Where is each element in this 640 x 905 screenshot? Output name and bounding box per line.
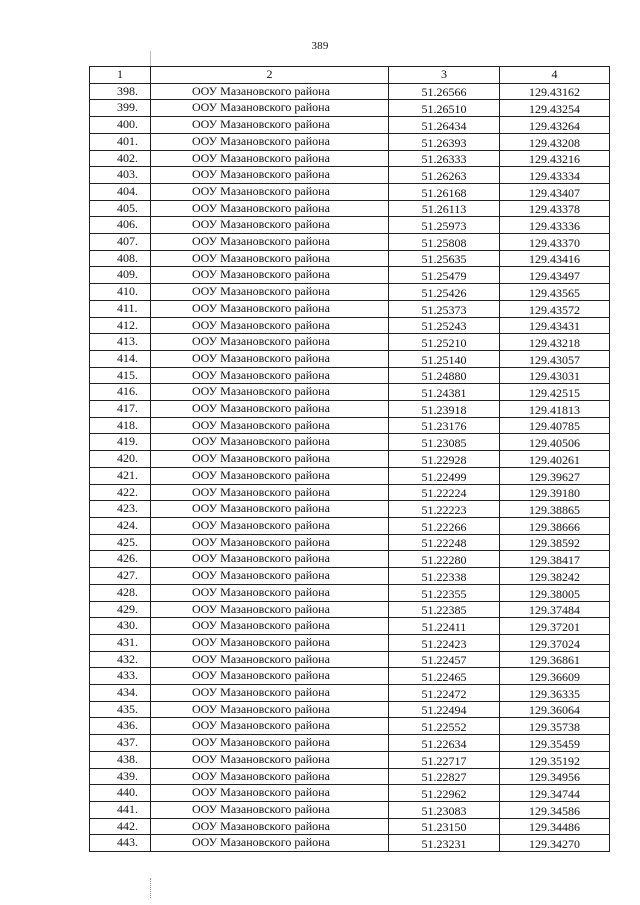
latitude-cell: 51.22472 — [389, 685, 500, 702]
latitude-cell: 51.22338 — [389, 568, 500, 585]
longitude-cell: 129.43378 — [500, 200, 610, 217]
latitude-cell: 51.26566 — [389, 83, 500, 100]
table-row — [90, 451, 610, 468]
object-name-cell: ООУ Мазановского района — [151, 150, 389, 167]
table-row — [90, 534, 610, 551]
longitude-cell: 129.40506 — [500, 434, 610, 451]
row-number-cell: 413. — [90, 334, 151, 351]
object-name-cell: ООУ Мазановского района — [151, 768, 389, 785]
longitude-cell: 129.42515 — [500, 384, 610, 401]
row-number-cell: 421. — [90, 467, 151, 484]
row-number-cell: 402. — [90, 150, 151, 167]
row-number-cell: 414. — [90, 350, 151, 367]
longitude-cell: 129.36064 — [500, 701, 610, 718]
longitude-cell: 129.43416 — [500, 250, 610, 267]
object-name-cell: ООУ Мазановского района — [151, 551, 389, 568]
longitude-cell: 129.38865 — [500, 501, 610, 518]
table-row — [90, 685, 610, 702]
longitude-cell: 129.43497 — [500, 267, 610, 284]
latitude-cell: 51.25140 — [389, 350, 500, 367]
table-row — [90, 634, 610, 651]
longitude-cell: 129.36609 — [500, 668, 610, 685]
row-number-cell: 438. — [90, 751, 151, 768]
table-row — [90, 568, 610, 585]
row-number-cell: 403. — [90, 167, 151, 184]
column-header-name: 2 — [151, 67, 389, 84]
row-number-cell: 427. — [90, 568, 151, 585]
table-row — [90, 133, 610, 150]
longitude-cell: 129.34486 — [500, 818, 610, 835]
latitude-cell: 51.22385 — [389, 601, 500, 618]
object-name-cell: ООУ Мазановского района — [151, 117, 389, 134]
object-name-cell: ООУ Мазановского района — [151, 267, 389, 284]
latitude-cell: 51.26263 — [389, 167, 500, 184]
latitude-cell: 51.24381 — [389, 384, 500, 401]
latitude-cell: 51.23083 — [389, 801, 500, 818]
row-number-cell: 434. — [90, 685, 151, 702]
table-row — [90, 818, 610, 835]
latitude-cell: 51.23176 — [389, 417, 500, 434]
latitude-cell: 51.26333 — [389, 150, 500, 167]
row-number-cell: 441. — [90, 801, 151, 818]
latitude-cell: 51.22494 — [389, 701, 500, 718]
object-name-cell: ООУ Мазановского района — [151, 685, 389, 702]
latitude-cell: 51.26434 — [389, 117, 500, 134]
row-number-cell: 398. — [90, 83, 151, 100]
latitude-cell: 51.25635 — [389, 250, 500, 267]
object-name-cell: ООУ Мазановского района — [151, 217, 389, 234]
object-name-cell: ООУ Мазановского района — [151, 167, 389, 184]
table-row — [90, 267, 610, 284]
object-name-cell: ООУ Мазановского района — [151, 384, 389, 401]
row-number-cell: 435. — [90, 701, 151, 718]
column-header-longitude: 4 — [500, 67, 610, 84]
object-name-cell: ООУ Мазановского района — [151, 234, 389, 251]
longitude-cell: 129.36335 — [500, 685, 610, 702]
latitude-cell: 51.26168 — [389, 183, 500, 200]
row-number-cell: 412. — [90, 317, 151, 334]
table-row — [90, 167, 610, 184]
object-name-cell: ООУ Мазановского района — [151, 317, 389, 334]
table-row — [90, 618, 610, 635]
row-number-cell: 406. — [90, 217, 151, 234]
object-name-cell: ООУ Мазановского района — [151, 284, 389, 301]
object-name-cell: ООУ Мазановского района — [151, 83, 389, 100]
object-name-cell: ООУ Мазановского района — [151, 651, 389, 668]
table-row — [90, 367, 610, 384]
latitude-cell: 51.22280 — [389, 551, 500, 568]
longitude-cell: 129.38666 — [500, 517, 610, 534]
latitude-cell: 51.25373 — [389, 300, 500, 317]
longitude-cell: 129.43407 — [500, 183, 610, 200]
object-name-cell: ООУ Мазановского района — [151, 183, 389, 200]
latitude-cell: 51.22499 — [389, 467, 500, 484]
header-row — [90, 67, 610, 84]
table-row — [90, 250, 610, 267]
latitude-cell: 51.23150 — [389, 818, 500, 835]
page-number: 389 — [311, 40, 329, 52]
row-number-cell: 432. — [90, 651, 151, 668]
object-name-cell: ООУ Мазановского района — [151, 467, 389, 484]
row-number-cell: 424. — [90, 517, 151, 534]
table-row — [90, 350, 610, 367]
row-number-cell: 399. — [90, 100, 151, 117]
object-name-cell: ООУ Мазановского района — [151, 133, 389, 150]
object-name-cell: ООУ Мазановского района — [151, 434, 389, 451]
longitude-cell: 129.34744 — [500, 785, 610, 802]
row-number-cell: 408. — [90, 250, 151, 267]
latitude-cell: 51.22355 — [389, 584, 500, 601]
latitude-cell: 51.22552 — [389, 718, 500, 735]
object-name-cell: ООУ Мазановского района — [151, 835, 389, 852]
latitude-cell: 51.22248 — [389, 534, 500, 551]
column-header-latitude: 3 — [389, 67, 500, 84]
longitude-cell: 129.40261 — [500, 451, 610, 468]
table-row — [90, 801, 610, 818]
table-row — [90, 401, 610, 418]
object-name-cell: ООУ Мазановского района — [151, 484, 389, 501]
longitude-cell: 129.37201 — [500, 618, 610, 635]
latitude-cell: 51.22634 — [389, 735, 500, 752]
longitude-cell: 129.43572 — [500, 300, 610, 317]
row-number-cell: 426. — [90, 551, 151, 568]
margin-mark-top — [150, 51, 151, 66]
latitude-cell: 51.22224 — [389, 484, 500, 501]
table-row — [90, 517, 610, 534]
longitude-cell: 129.37024 — [500, 634, 610, 651]
longitude-cell: 129.43431 — [500, 317, 610, 334]
latitude-cell: 51.22266 — [389, 517, 500, 534]
row-number-cell: 423. — [90, 501, 151, 518]
object-name-cell: ООУ Мазановского района — [151, 785, 389, 802]
row-number-cell: 410. — [90, 284, 151, 301]
row-number-cell: 407. — [90, 234, 151, 251]
table-row — [90, 467, 610, 484]
table-row — [90, 284, 610, 301]
object-name-cell: ООУ Мазановского района — [151, 618, 389, 635]
latitude-cell: 51.22223 — [389, 501, 500, 518]
latitude-cell: 51.25210 — [389, 334, 500, 351]
object-name-cell: ООУ Мазановского района — [151, 801, 389, 818]
latitude-cell: 51.23231 — [389, 835, 500, 852]
latitude-cell: 51.22717 — [389, 751, 500, 768]
table-row — [90, 484, 610, 501]
longitude-cell: 129.40785 — [500, 417, 610, 434]
latitude-cell: 51.22928 — [389, 451, 500, 468]
longitude-cell: 129.43031 — [500, 367, 610, 384]
margin-mark-bottom — [150, 878, 151, 898]
table-row — [90, 234, 610, 251]
object-name-cell: ООУ Мазановского района — [151, 601, 389, 618]
longitude-cell: 129.43264 — [500, 117, 610, 134]
longitude-cell: 129.36861 — [500, 651, 610, 668]
object-name-cell: ООУ Мазановского района — [151, 584, 389, 601]
longitude-cell: 129.38242 — [500, 568, 610, 585]
column-header-number: 1 — [90, 67, 151, 84]
row-number-cell: 418. — [90, 417, 151, 434]
row-number-cell: 419. — [90, 434, 151, 451]
latitude-cell: 51.22465 — [389, 668, 500, 685]
longitude-cell: 129.43334 — [500, 167, 610, 184]
longitude-cell: 129.37484 — [500, 601, 610, 618]
table-row — [90, 668, 610, 685]
table-row — [90, 701, 610, 718]
object-name-cell: ООУ Мазановского района — [151, 634, 389, 651]
table-row — [90, 551, 610, 568]
object-name-cell: ООУ Мазановского района — [151, 751, 389, 768]
row-number-cell: 428. — [90, 584, 151, 601]
latitude-cell: 51.25426 — [389, 284, 500, 301]
longitude-cell: 129.38592 — [500, 534, 610, 551]
latitude-cell: 51.22962 — [389, 785, 500, 802]
table-row — [90, 117, 610, 134]
row-number-cell: 425. — [90, 534, 151, 551]
latitude-cell: 51.26510 — [389, 100, 500, 117]
latitude-cell: 51.22827 — [389, 768, 500, 785]
object-name-cell: ООУ Мазановского района — [151, 401, 389, 418]
latitude-cell: 51.22411 — [389, 618, 500, 635]
object-name-cell: ООУ Мазановского района — [151, 501, 389, 518]
row-number-cell: 411. — [90, 300, 151, 317]
latitude-cell: 51.25243 — [389, 317, 500, 334]
longitude-cell: 129.43057 — [500, 350, 610, 367]
row-number-cell: 429. — [90, 601, 151, 618]
latitude-cell: 51.25479 — [389, 267, 500, 284]
row-number-cell: 404. — [90, 183, 151, 200]
object-name-cell: ООУ Мазановского района — [151, 350, 389, 367]
object-name-cell: ООУ Мазановского района — [151, 735, 389, 752]
table-row — [90, 200, 610, 217]
longitude-cell: 129.35192 — [500, 751, 610, 768]
object-name-cell: ООУ Мазановского района — [151, 200, 389, 217]
row-number-cell: 433. — [90, 668, 151, 685]
row-number-cell: 415. — [90, 367, 151, 384]
table-row — [90, 217, 610, 234]
latitude-cell: 51.26393 — [389, 133, 500, 150]
table-row — [90, 434, 610, 451]
latitude-cell: 51.26113 — [389, 200, 500, 217]
latitude-cell: 51.23085 — [389, 434, 500, 451]
row-number-cell: 405. — [90, 200, 151, 217]
longitude-cell: 129.43218 — [500, 334, 610, 351]
table-row — [90, 735, 610, 752]
longitude-cell: 129.43216 — [500, 150, 610, 167]
object-name-cell: ООУ Мазановского района — [151, 818, 389, 835]
table-row — [90, 768, 610, 785]
table-row — [90, 83, 610, 100]
longitude-cell: 129.43254 — [500, 100, 610, 117]
object-name-cell: ООУ Мазановского района — [151, 701, 389, 718]
table-row — [90, 100, 610, 117]
object-name-cell: ООУ Мазановского района — [151, 718, 389, 735]
table-row — [90, 300, 610, 317]
row-number-cell: 439. — [90, 768, 151, 785]
table-row — [90, 417, 610, 434]
longitude-cell: 129.39627 — [500, 467, 610, 484]
latitude-cell: 51.25808 — [389, 234, 500, 251]
row-number-cell: 430. — [90, 618, 151, 635]
row-number-cell: 401. — [90, 133, 151, 150]
table-row — [90, 150, 610, 167]
table-row — [90, 601, 610, 618]
table-row — [90, 751, 610, 768]
latitude-cell: 51.23918 — [389, 401, 500, 418]
object-name-cell: ООУ Мазановского района — [151, 334, 389, 351]
longitude-cell: 129.34956 — [500, 768, 610, 785]
object-name-cell: ООУ Мазановского района — [151, 417, 389, 434]
object-name-cell: ООУ Мазановского района — [151, 250, 389, 267]
row-number-cell: 422. — [90, 484, 151, 501]
latitude-cell: 51.22423 — [389, 634, 500, 651]
row-number-cell: 437. — [90, 735, 151, 752]
longitude-cell: 129.34270 — [500, 835, 610, 852]
latitude-cell: 51.22457 — [389, 651, 500, 668]
row-number-cell: 431. — [90, 634, 151, 651]
object-name-cell: ООУ Мазановского района — [151, 534, 389, 551]
object-name-cell: ООУ Мазановского района — [151, 300, 389, 317]
object-name-cell: ООУ Мазановского района — [151, 568, 389, 585]
table-row — [90, 651, 610, 668]
row-number-cell: 440. — [90, 785, 151, 802]
object-name-cell: ООУ Мазановского района — [151, 668, 389, 685]
longitude-cell: 129.43370 — [500, 234, 610, 251]
table-row — [90, 835, 610, 852]
longitude-cell: 129.35738 — [500, 718, 610, 735]
object-name-cell: ООУ Мазановского района — [151, 367, 389, 384]
table-row — [90, 384, 610, 401]
table-body — [90, 83, 610, 851]
longitude-cell: 129.39180 — [500, 484, 610, 501]
object-name-cell: ООУ Мазановского района — [151, 517, 389, 534]
row-number-cell: 436. — [90, 718, 151, 735]
longitude-cell: 129.43565 — [500, 284, 610, 301]
row-number-cell: 416. — [90, 384, 151, 401]
table-row — [90, 785, 610, 802]
row-number-cell: 443. — [90, 835, 151, 852]
row-number-cell: 442. — [90, 818, 151, 835]
longitude-cell: 129.43336 — [500, 217, 610, 234]
object-name-cell: ООУ Мазановского района — [151, 451, 389, 468]
longitude-cell: 129.43208 — [500, 133, 610, 150]
table-row — [90, 584, 610, 601]
longitude-cell: 129.41813 — [500, 401, 610, 418]
latitude-cell: 51.25973 — [389, 217, 500, 234]
longitude-cell: 129.38417 — [500, 551, 610, 568]
longitude-cell: 129.43162 — [500, 83, 610, 100]
row-number-cell: 400. — [90, 117, 151, 134]
table-row — [90, 317, 610, 334]
table-row — [90, 334, 610, 351]
table-row — [90, 183, 610, 200]
table-row — [90, 501, 610, 518]
object-name-cell: ООУ Мазановского района — [151, 100, 389, 117]
row-number-cell: 409. — [90, 267, 151, 284]
table-row — [90, 718, 610, 735]
coordinates-table — [89, 66, 610, 852]
latitude-cell: 51.24880 — [389, 367, 500, 384]
row-number-cell: 417. — [90, 401, 151, 418]
longitude-cell: 129.35459 — [500, 735, 610, 752]
row-number-cell: 420. — [90, 451, 151, 468]
longitude-cell: 129.38005 — [500, 584, 610, 601]
longitude-cell: 129.34586 — [500, 801, 610, 818]
table-header — [90, 67, 610, 84]
